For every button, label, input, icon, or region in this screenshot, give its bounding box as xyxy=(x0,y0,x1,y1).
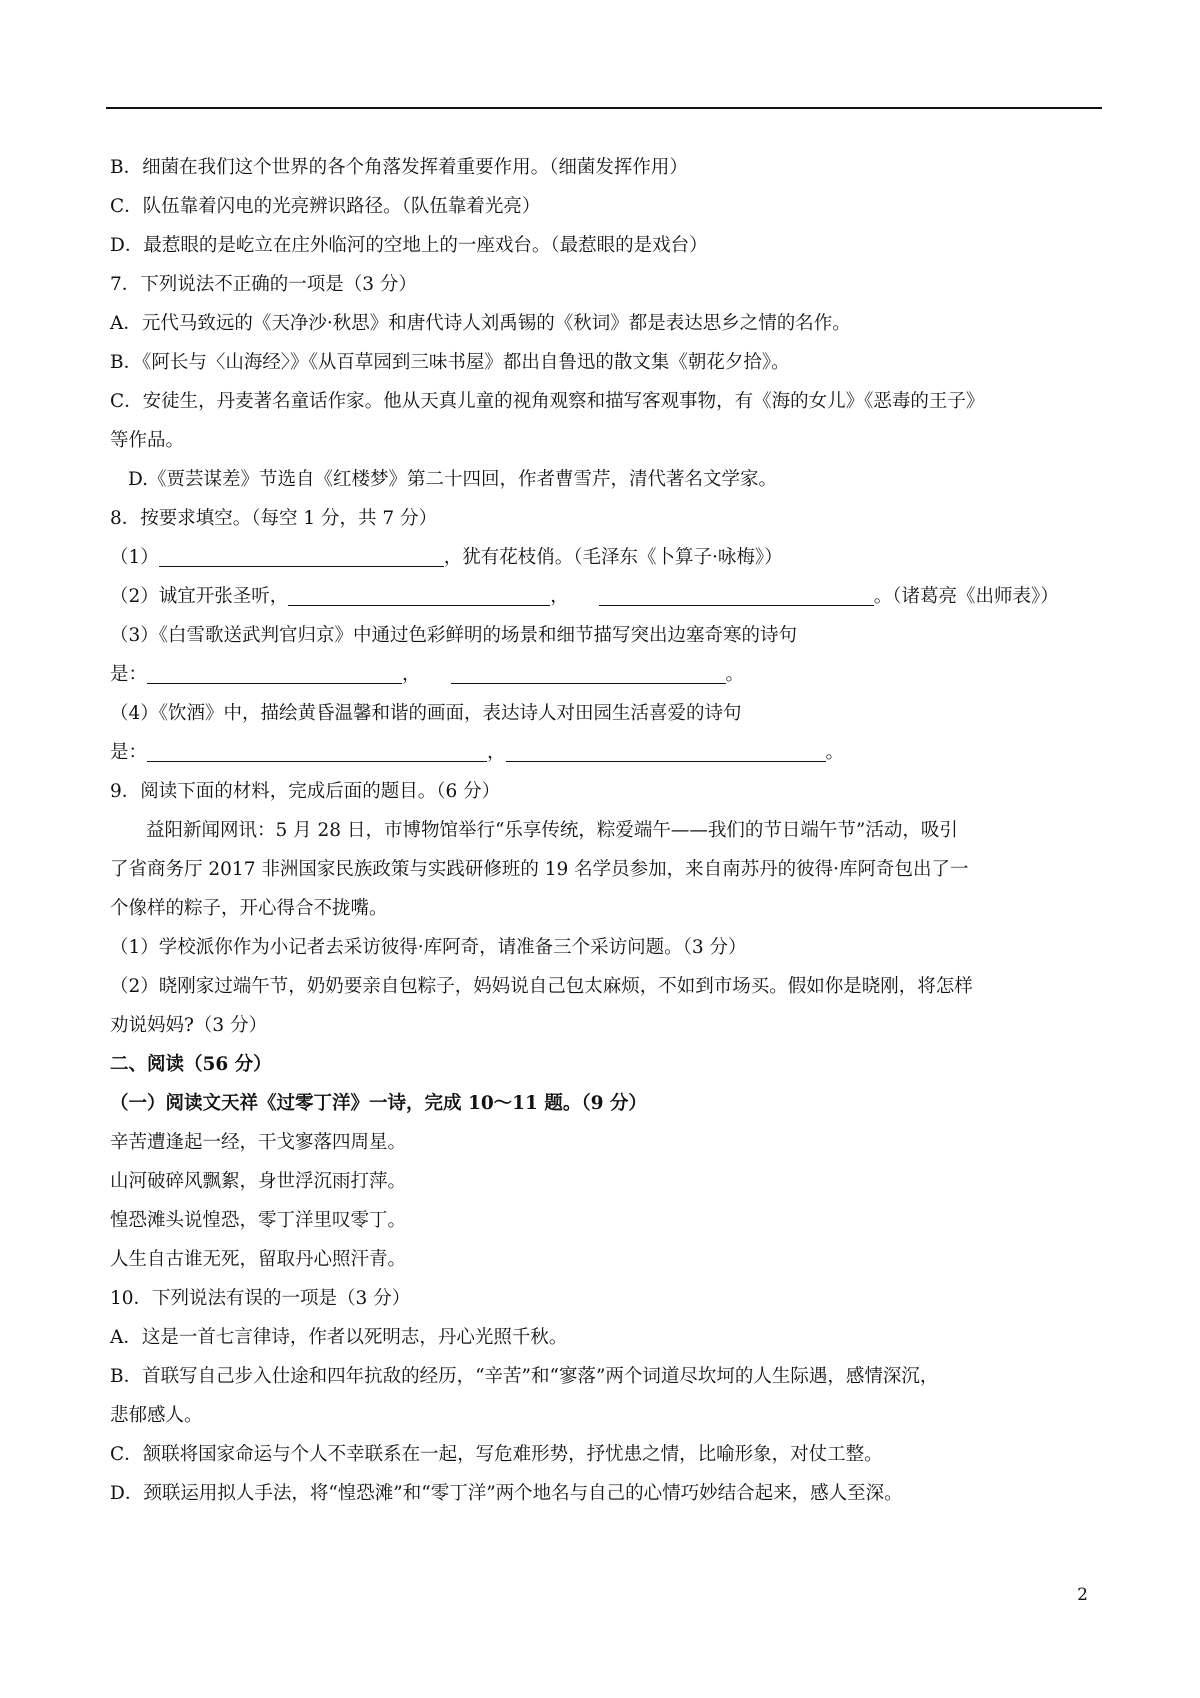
section-heading: 二、阅读（56 分） xyxy=(110,1054,272,1075)
q7-option-c-line1: C．安徒生，丹麦著名童话作家。他从天真儿童的视角观察和描写客观事物，有《海的女儿》《恶毒的王子》 xyxy=(110,391,985,412)
q9-sub1: （1）学校派你作为小记者去采访彼得·库阿奇，请准备三个采访问题。（3 分） xyxy=(110,937,747,958)
q8-part3-suffix: 。 xyxy=(725,664,745,685)
answer-blank[interactable] xyxy=(147,661,402,684)
answer-blank[interactable] xyxy=(599,583,874,606)
part-heading: （一）阅读文天祥《过零丁洋》一诗，完成 10～11 题。（9 分） xyxy=(110,1093,647,1114)
q8-part2-prefix: （2）诚宜开张圣听， xyxy=(110,586,289,607)
q9-material-line1: 益阳新闻网讯：5 月 28 日，市博物馆举行“乐享传统，粽爱端午——我们的节日端午节”活动，吸引 xyxy=(146,820,958,841)
answer-blank[interactable] xyxy=(506,739,826,762)
q8-part3-separator: ， xyxy=(402,664,421,685)
q7-stem: 7．下列说法不正确的一项是（3 分） xyxy=(110,274,417,295)
q8-part2-separator: ， xyxy=(550,586,569,607)
q7-option-d: D.《贾芸谋差》节选自《红楼梦》第二十四回，作者曹雪芹，清代著名文学家。 xyxy=(128,469,778,490)
q7-option-b: B．《阿长与〈山海经〉》《从百草园到三味书屋》都出自鲁迅的散文集《朝花夕拾》。 xyxy=(110,352,790,373)
q8-part2-suffix: 。（诸葛亮《出师表》） xyxy=(873,586,1059,607)
q8-stem: 8．按要求填空。（每空 1 分，共 7 分） xyxy=(110,508,438,529)
page-content xyxy=(110,148,1102,1513)
q8-part4-line2 xyxy=(110,733,1102,772)
q8-part3-line2 xyxy=(110,655,1102,694)
q10-option-b-line1: B．首联写自己步入仕途和四年抗敌的经历，“辛苦”和“寥落”两个词道尽坎坷的人生际遇，感情深沉， xyxy=(110,1366,939,1387)
q8-part2 xyxy=(110,577,1102,616)
q8-part1-suffix: ，犹有花枝俏。（毛泽东《卜算子·咏梅》） xyxy=(443,547,783,568)
poem-line: 辛苦遭逢起一经，干戈寥落四周星。 xyxy=(110,1132,407,1153)
q8-part4-prefix: 是： xyxy=(110,742,148,763)
q10-option-d: D．颈联运用拟人手法，将“惶恐滩”和“零丁洋”两个地名与自己的心情巧妙结合起来，感人至深。 xyxy=(110,1483,903,1504)
q9-material-line3: 个像样的粽子，开心得合不拢嘴。 xyxy=(110,898,388,919)
q6-option-b: B．细菌在我们这个世界的各个角落发挥着重要作用。（细菌发挥作用） xyxy=(110,157,688,178)
answer-blank[interactable] xyxy=(147,739,487,762)
page-number: 2 xyxy=(1077,1585,1088,1605)
q9-sub2-line2: 劝说妈妈?（3 分） xyxy=(110,1015,268,1036)
answer-blank[interactable] xyxy=(451,661,726,684)
q6-option-c: C．队伍靠着闪电的光亮辨识路径。（队伍靠着光亮） xyxy=(110,196,541,217)
poem-line: 人生自古谁无死，留取丹心照汗青。 xyxy=(110,1249,407,1270)
answer-blank[interactable] xyxy=(159,544,444,567)
q8-part4-suffix: 。 xyxy=(825,742,845,763)
q9-sub2-line1: （2）晓刚家过端午节，奶奶要亲自包粽子，妈妈说自己包太麻烦，不如到市场买。假如你是晓刚，将怎样 xyxy=(110,976,973,997)
q10-stem: 10．下列说法有误的一项是（3 分） xyxy=(110,1288,411,1309)
q10-option-a: A．这是一首七言律诗，作者以死明志，丹心光照千秋。 xyxy=(110,1327,568,1348)
q9-stem: 9．阅读下面的材料，完成后面的题目。（6 分） xyxy=(110,781,501,802)
q8-part4-separator: ， xyxy=(487,742,506,763)
answer-blank[interactable] xyxy=(288,583,550,606)
q8-part3-prefix: 是： xyxy=(110,664,148,685)
poem-line: 山河破碎风飘絮，身世浮沉雨打萍。 xyxy=(110,1171,407,1192)
q8-part3-line1: （3）《白雪歌送武判官归京》中通过色彩鲜明的场景和细节描写突出边塞奇寒的诗句 xyxy=(110,625,798,646)
poem-line: 惶恐滩头说惶恐，零丁洋里叹零丁。 xyxy=(110,1210,407,1231)
q7-option-a: A．元代马致远的《天净沙·秋思》和唐代诗人刘禹锡的《秋词》都是表达思乡之情的名作。 xyxy=(110,313,851,334)
q6-option-d: D．最惹眼的是屹立在庄外临河的空地上的一座戏台。（最惹眼的是戏台） xyxy=(110,235,708,256)
q8-part1-prefix: （1） xyxy=(110,547,159,568)
q9-material-line2: 了省商务厅 2017 非洲国家民族政策与实践研修班的 19 名学员参加，来自南苏丹的彼得·库阿奇包出了一 xyxy=(110,859,969,880)
q7-option-c-line2: 等作品。 xyxy=(110,430,185,451)
q10-option-c: C．颔联将国家命运与个人不幸联系在一起，写危难形势，抒忧患之情，比喻形象，对仗工整。 xyxy=(110,1444,883,1465)
q8-part4-line1: （4）《饮酒》中，描绘黄昏温馨和谐的画面，表达诗人对田园生活喜爱的诗句 xyxy=(110,703,742,724)
q10-option-b-line2: 悲郁感人。 xyxy=(110,1405,203,1426)
header-rule xyxy=(106,107,1102,109)
q8-part1 xyxy=(110,538,1102,577)
